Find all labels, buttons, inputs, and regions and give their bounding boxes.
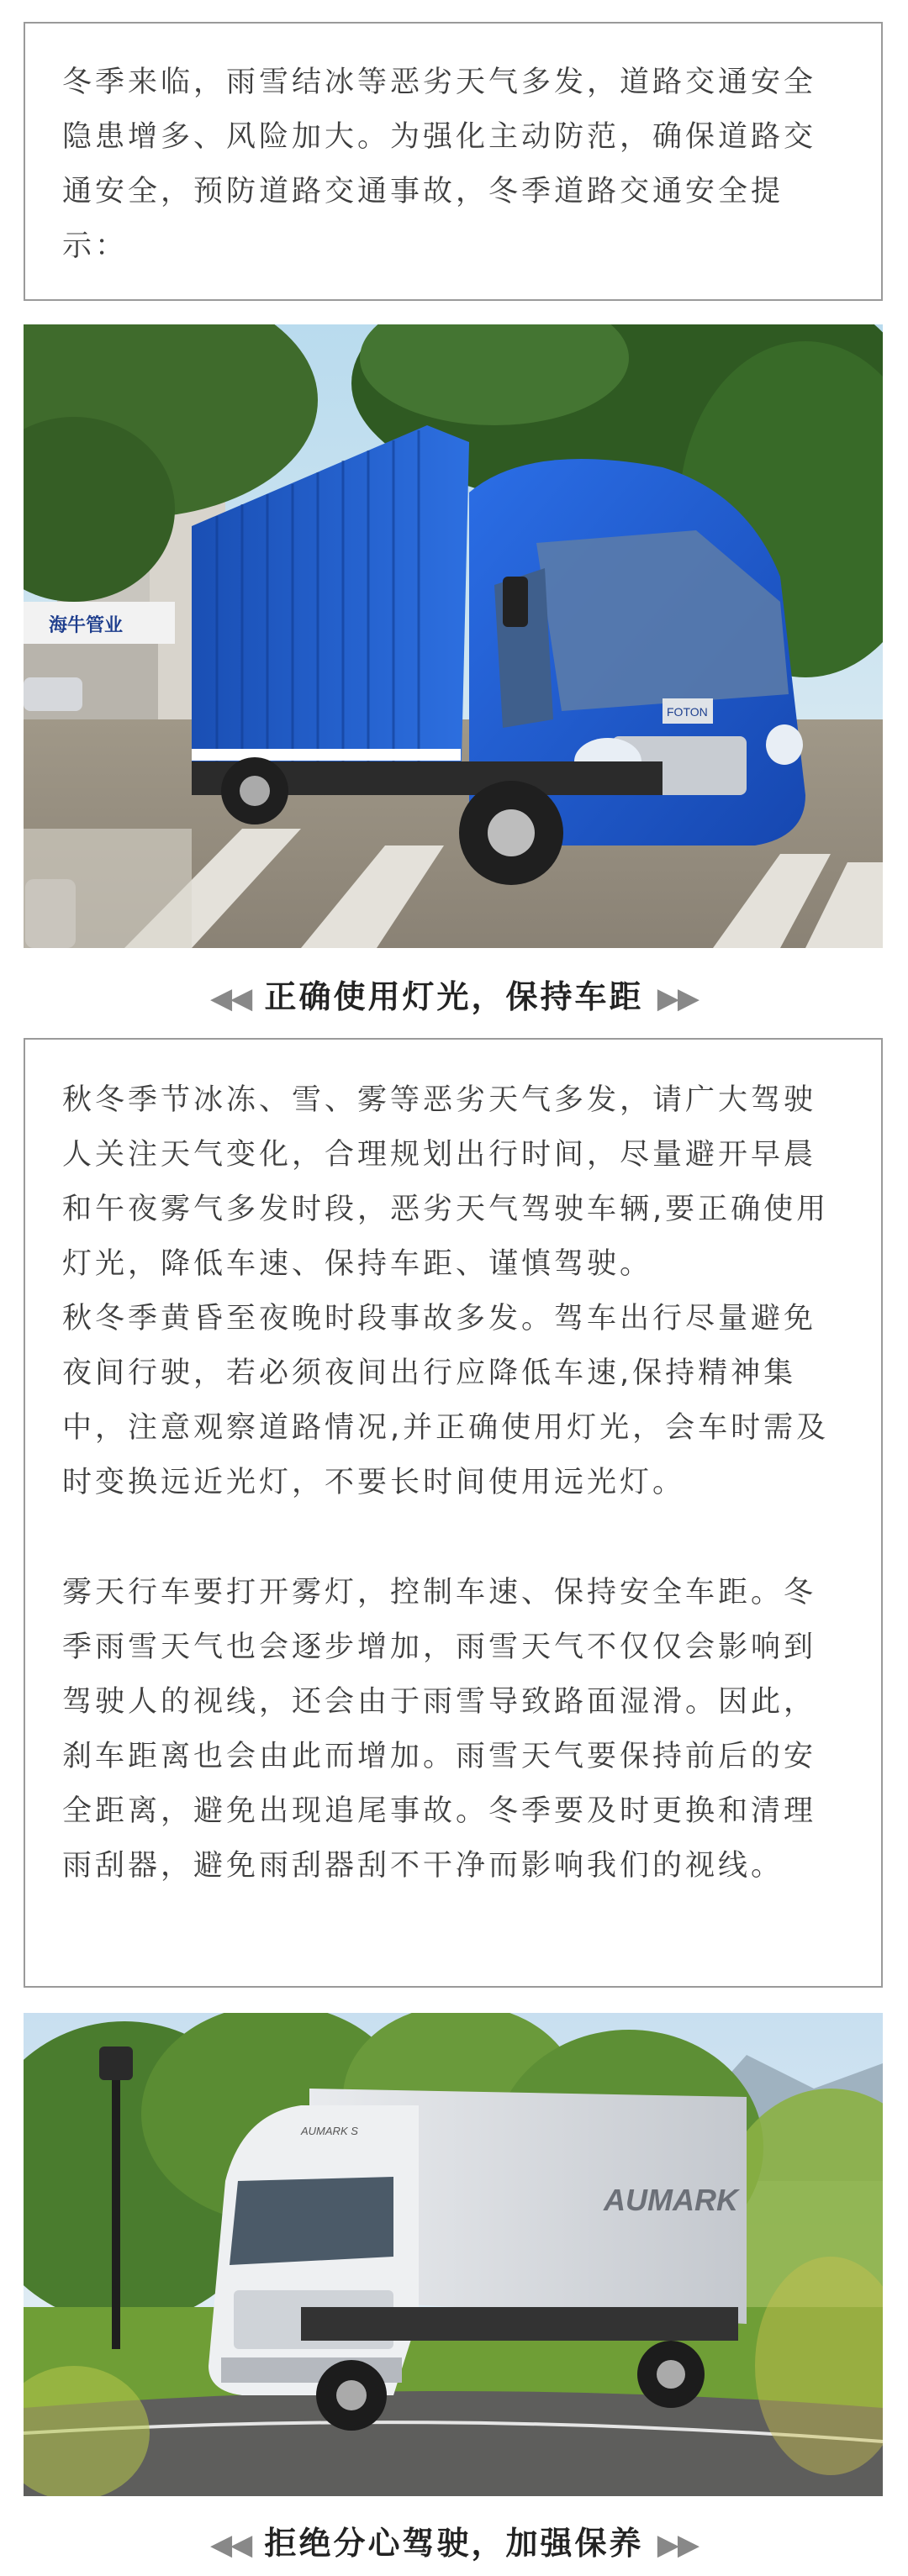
- white-truck-illustration: [24, 2013, 883, 2496]
- blue-truck-illustration: [24, 324, 883, 948]
- tip-paragraph-night: 秋冬季黄昏至夜晚时段事故多发。驾车出行尽量避免夜间行驶，若必须夜间出行应降低车速,保持精神集中，注意观察道路情况,并正确使用灯光，会车时需及时变换远近光灯，不要长时间使用远光灯。: [62, 1302, 830, 1499]
- right-arrows-icon: ▶▶: [657, 982, 699, 1015]
- section-title: 拒绝分心驾驶，加强保养: [264, 2525, 644, 2562]
- intro-paragraph: 冬季来临，雨雪结冰等恶劣天气多发，道路交通安全隐患增多、风险加大。为强化主动防范，确保道路交通安全，预防道路交通事故，冬季道路交通安全提示：: [62, 66, 817, 263]
- cargo-brand: AUMARK: [604, 2183, 738, 2217]
- tip-paragraph-weather: 秋冬季节冰冻、雪、雾等恶劣天气多发，请广大驾驶人关注天气变化，合理规划出行时间，尽量避开早晨和午夜雾气多发时段，恶劣天气驾驶车辆,要正确使用灯光，降低车速、保持车距、谨慎驾驶。: [62, 1083, 830, 1281]
- intro-box: [24, 22, 883, 301]
- right-arrows-icon: ▶▶: [657, 2528, 699, 2562]
- shop-sign: 海牛管业: [49, 614, 124, 635]
- left-arrows-icon: ◀◀: [209, 982, 251, 1015]
- section-title: 正确使用灯光，保持车距: [264, 978, 644, 1015]
- tip-paragraph-fog: 雾天行车要打开雾灯，控制车速、保持安全车距。冬季雨雪天气也会逐步增加，雨雪天气不仅仅会影响到驾驶人的视线，还会由于雨雪导致路面湿滑。因此，刹车距离也会由此而增加。雨雪天气要保持前后的安全距离，避免出现追尾事故。冬季要及时更换和清理雨刮器，避免雨刮器刮不干净而影响我们的视线。: [62, 1576, 817, 1883]
- section-heading-distraction: [0, 2517, 908, 2563]
- blue-truck-photo: [24, 324, 883, 948]
- left-arrows-icon: ◀◀: [209, 2528, 251, 2562]
- tips-box: [24, 1038, 883, 1988]
- white-truck-photo: [24, 2013, 883, 2496]
- truck-brand: FOTON: [667, 705, 708, 719]
- cab-badge: AUMARK S: [301, 2125, 358, 2137]
- section-heading-lights: [0, 971, 908, 1017]
